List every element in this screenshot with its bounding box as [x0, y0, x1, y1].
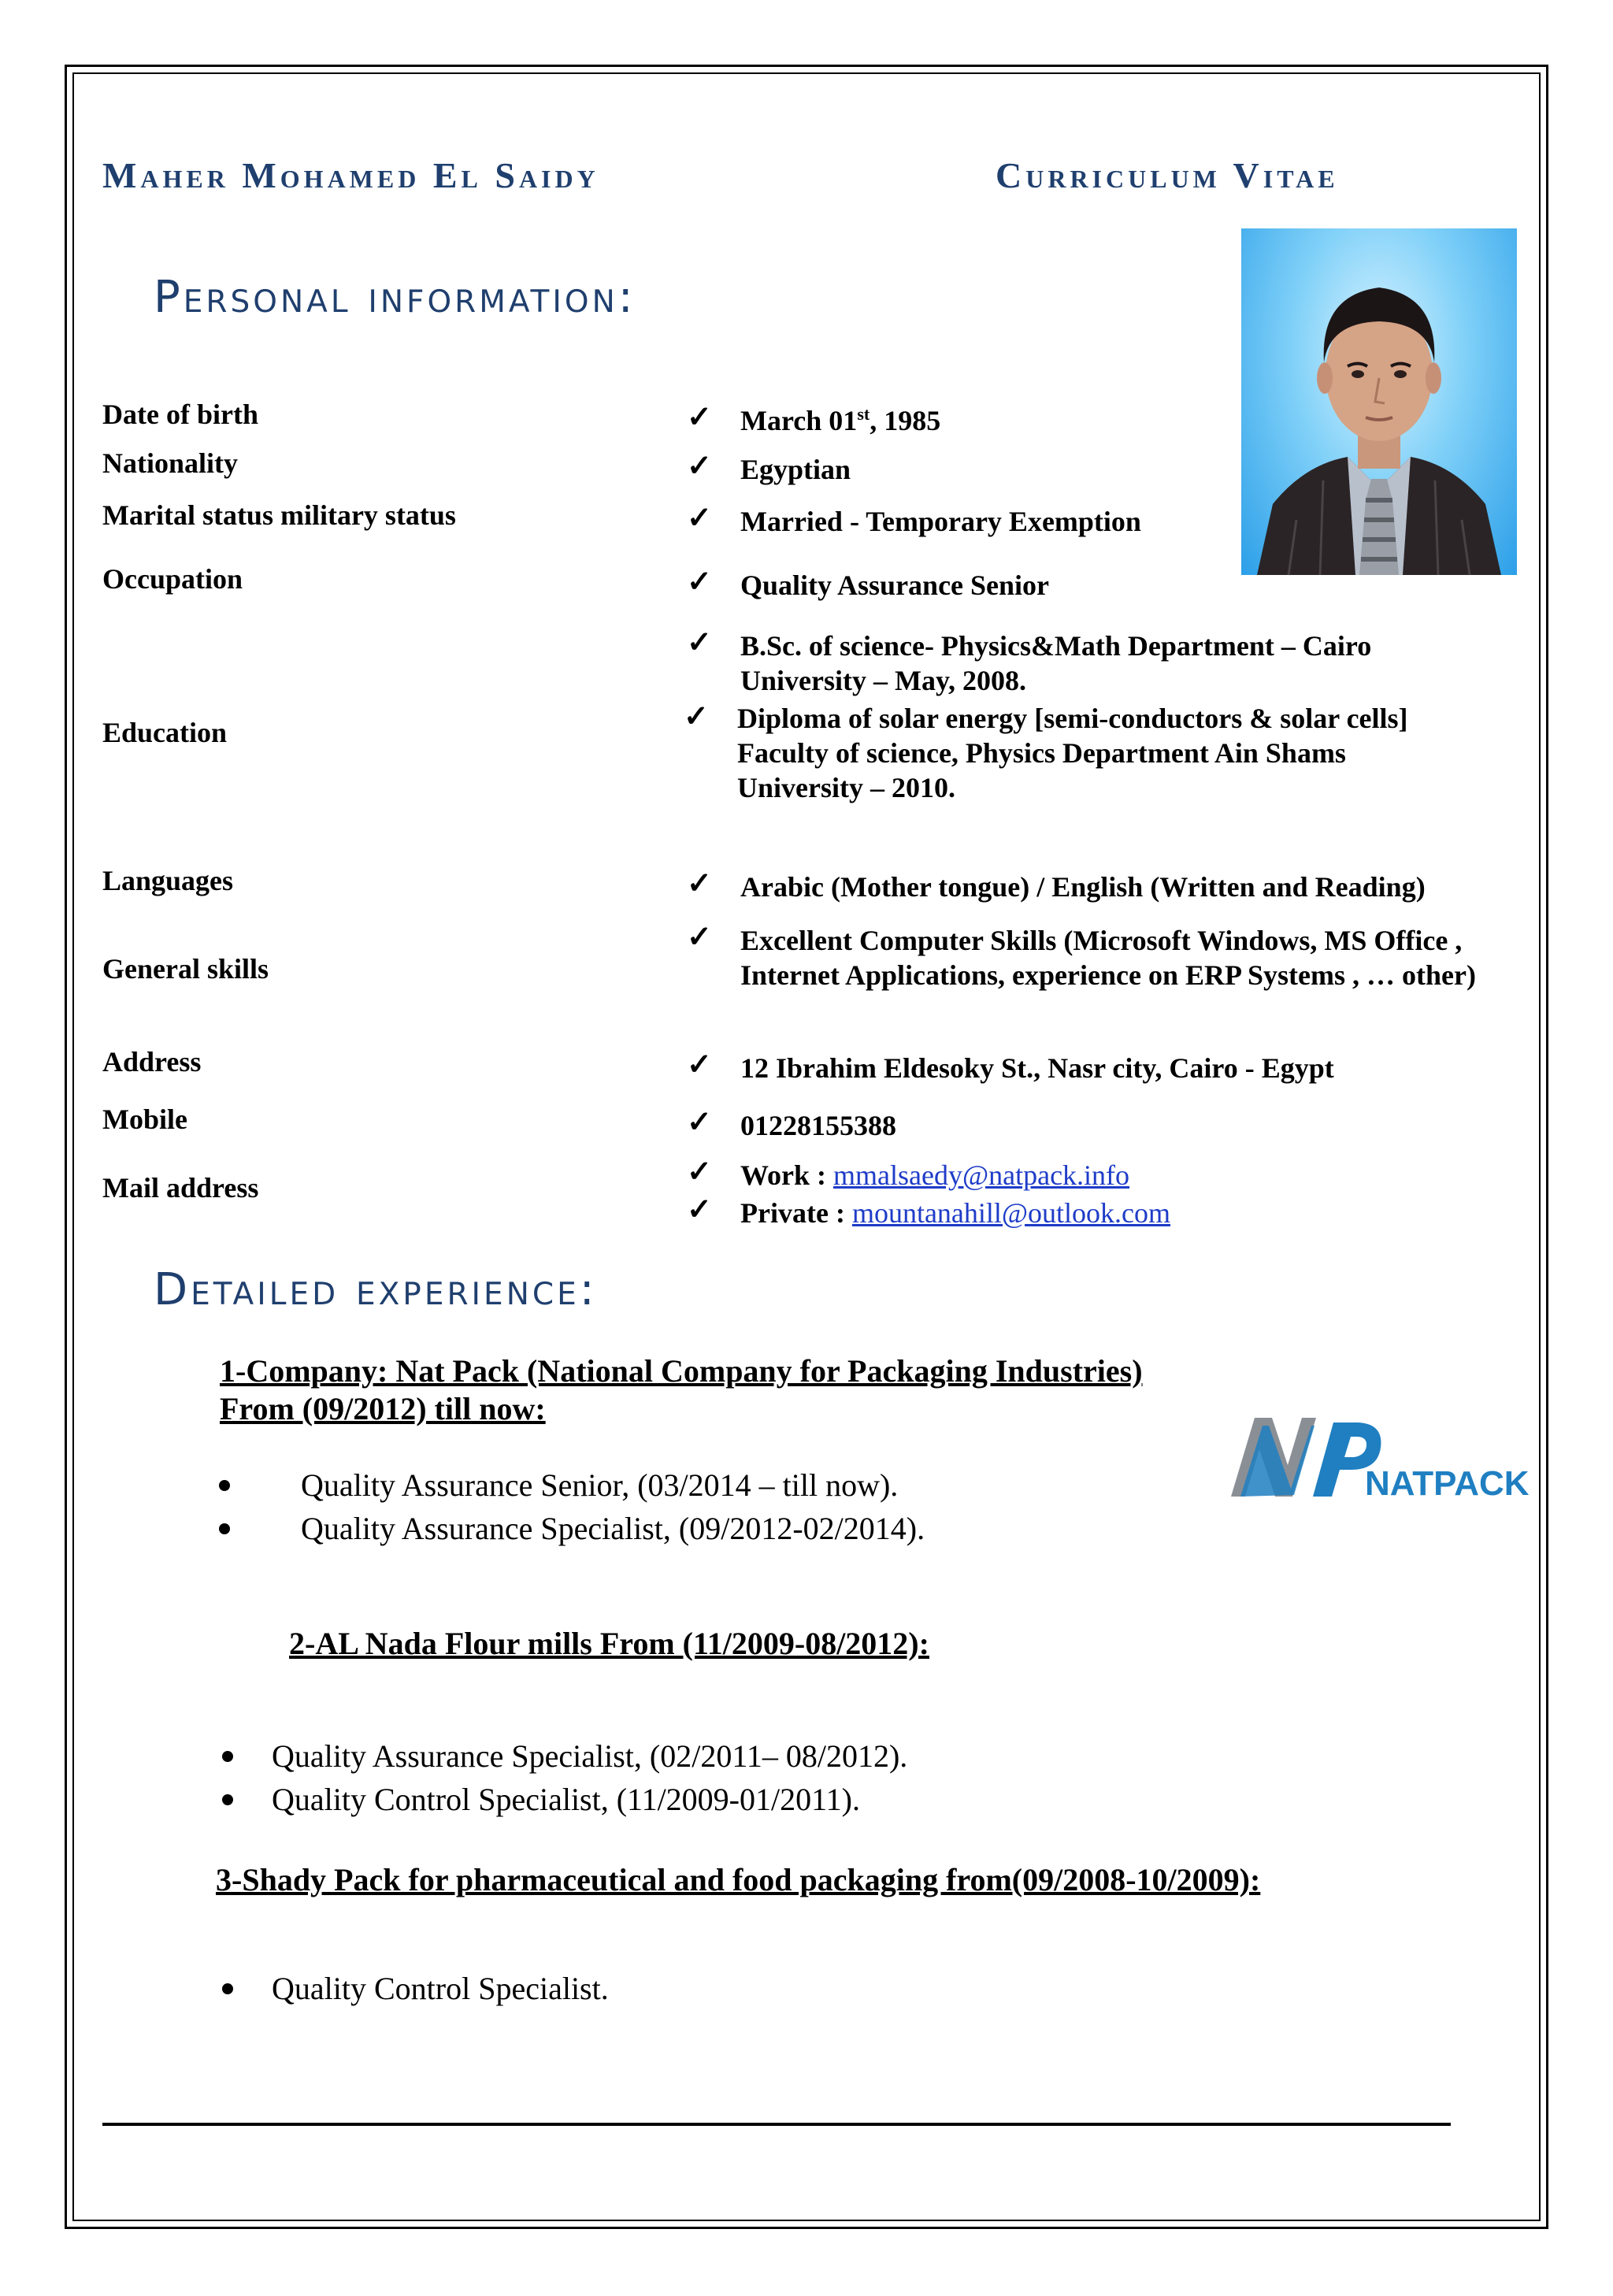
work-email-label: Work : [740, 1159, 827, 1191]
check-icon: ✓ [687, 626, 712, 659]
svg-text:NATPACK: NATPACK [1365, 1464, 1530, 1503]
value-marital-military-status: Married - Temporary Exemption [740, 506, 1141, 537]
label-occupation: Occupation [102, 563, 243, 595]
detailed-experience-title: Detailed experience: [154, 1264, 598, 1315]
company-1-subheading: From (09/2012) till now: [220, 1391, 546, 1426]
check-icon: ✓ [687, 1048, 712, 1081]
check-icon: ✓ [687, 566, 712, 599]
value-languages: Arabic (Mother tongue) / English (Written and Reading) [740, 871, 1426, 903]
portrait-illustration [1241, 228, 1517, 575]
check-icon: ✓ [687, 1193, 712, 1226]
company-1-heading: 1-Company: Nat Pack (National Company for Packaging Industries) [220, 1353, 1143, 1389]
check-icon: ✓ [687, 1106, 712, 1139]
check-icon: ✓ [687, 867, 712, 900]
footer-divider [102, 2123, 1451, 2126]
label-languages: Languages [102, 865, 234, 896]
value-education-diploma: Diploma of solar energy [semi-conductors & solar cells] Faculty of science, Physics Department Ain Shams University – 2010. [737, 703, 1408, 803]
value-private-email-row [740, 1196, 1170, 1230]
label-address: Address [102, 1046, 202, 1078]
company-2-item-1: Quality Assurance Specialist, (02/2011– 08/2012). [272, 1738, 908, 1774]
private-email-link[interactable]: mountanahill@outlook.com [851, 1197, 1171, 1229]
company-3-item-1: Quality Control Specialist. [272, 1971, 609, 2006]
label-date-of-birth: Date of birth [102, 399, 258, 430]
check-icon: ✓ [687, 921, 712, 954]
value-address: 12 Ibrahim Eldesoky St., Nasr city, Cairo - Egypt [740, 1052, 1334, 1084]
check-icon: ✓ [684, 700, 709, 733]
label-nationality: Nationality [102, 447, 239, 479]
label-education: Education [102, 717, 228, 748]
bullet-icon [222, 1983, 233, 1994]
company-2-heading: 2-AL Nada Flour mills From (11/2009-08/2012): [289, 1626, 929, 1661]
company-2-item-2: Quality Control Specialist, (11/2009-01/2011). [272, 1782, 860, 1817]
company-1-item-2: Quality Assurance Specialist, (09/2012-02/2014). [301, 1511, 925, 1546]
value-occupation: Quality Assurance Senior [740, 569, 1050, 601]
value-date-of-birth: March 01st, 1985 [740, 404, 941, 436]
document-title: Curriculum Vitae [996, 155, 1339, 195]
work-email-link[interactable]: mmalsaedy@natpack.info [833, 1159, 1130, 1191]
private-email-label: Private : [740, 1197, 845, 1229]
value-mobile: 01228155388 [740, 1110, 896, 1141]
bullet-icon [219, 1480, 230, 1491]
company-3-heading: 3-Shady Pack for pharmaceutical and food packaging from(09/2008-10/2009): [216, 1862, 1261, 1897]
personal-information-title: Personal information: [154, 272, 636, 323]
bullet-icon [222, 1751, 233, 1762]
company-1-item-1: Quality Assurance Senior, (03/2014 – till now). [301, 1467, 899, 1503]
label-mobile: Mobile [102, 1103, 187, 1135]
bullet-icon [219, 1523, 230, 1534]
check-icon: ✓ [687, 450, 712, 483]
label-marital-military-status: Marital status military status [102, 499, 456, 531]
bullet-icon [222, 1794, 233, 1805]
value-general-skills: Excellent Computer Skills (Microsoft Windows, MS Office , Internet Applications, experience on ERP Systems , … other) [740, 925, 1476, 991]
check-icon: ✓ [687, 401, 712, 434]
value-education-bsc: B.Sc. of science- Physics&Math Department – Cairo University – May, 2008. [740, 630, 1372, 696]
profile-photo [1241, 228, 1517, 575]
check-icon: ✓ [687, 1155, 712, 1189]
check-icon: ✓ [687, 502, 712, 535]
label-general-skills: General skills [102, 953, 269, 985]
value-nationality: Egyptian [740, 454, 851, 485]
natpack-logo [1225, 1402, 1530, 1512]
candidate-name: Maher Mohamed El Saidy [102, 155, 599, 195]
value-work-email-row [740, 1158, 1129, 1193]
label-mail-address: Mail address [102, 1172, 259, 1204]
